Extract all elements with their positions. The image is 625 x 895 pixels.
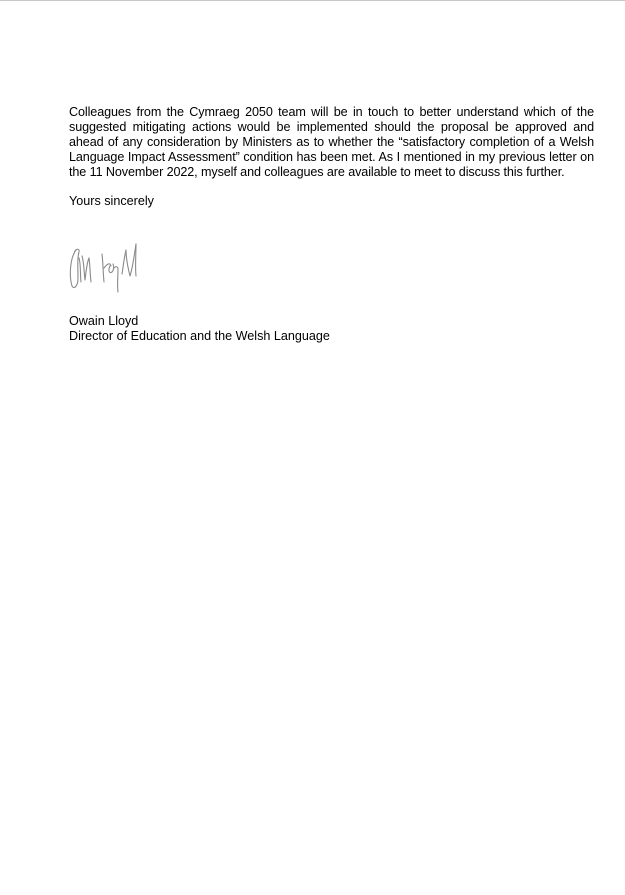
- signatory-name: Owain Lloyd: [69, 314, 139, 328]
- signatory-title: Director of Education and the Welsh Language: [69, 329, 330, 343]
- page-top-border: [0, 0, 625, 1]
- body-paragraph: Colleagues from the Cymraeg 2050 team will be in touch to better understand which of the suggested mitigating actions would be implemented should the proposal be approved and ahead of any consideration by Ministers as to whether the “satisfactory completion of a Welsh Language Impact Assessment” condition has been met. As I mentioned in my previous letter on the 11 November 2022, myself and colleagues are available to meet to discuss this further.: [69, 105, 594, 179]
- closing-salutation: Yours sincerely: [69, 194, 154, 208]
- signatory-block: [69, 314, 330, 344]
- handwritten-signature: [66, 228, 146, 296]
- letter-body: [69, 105, 594, 180]
